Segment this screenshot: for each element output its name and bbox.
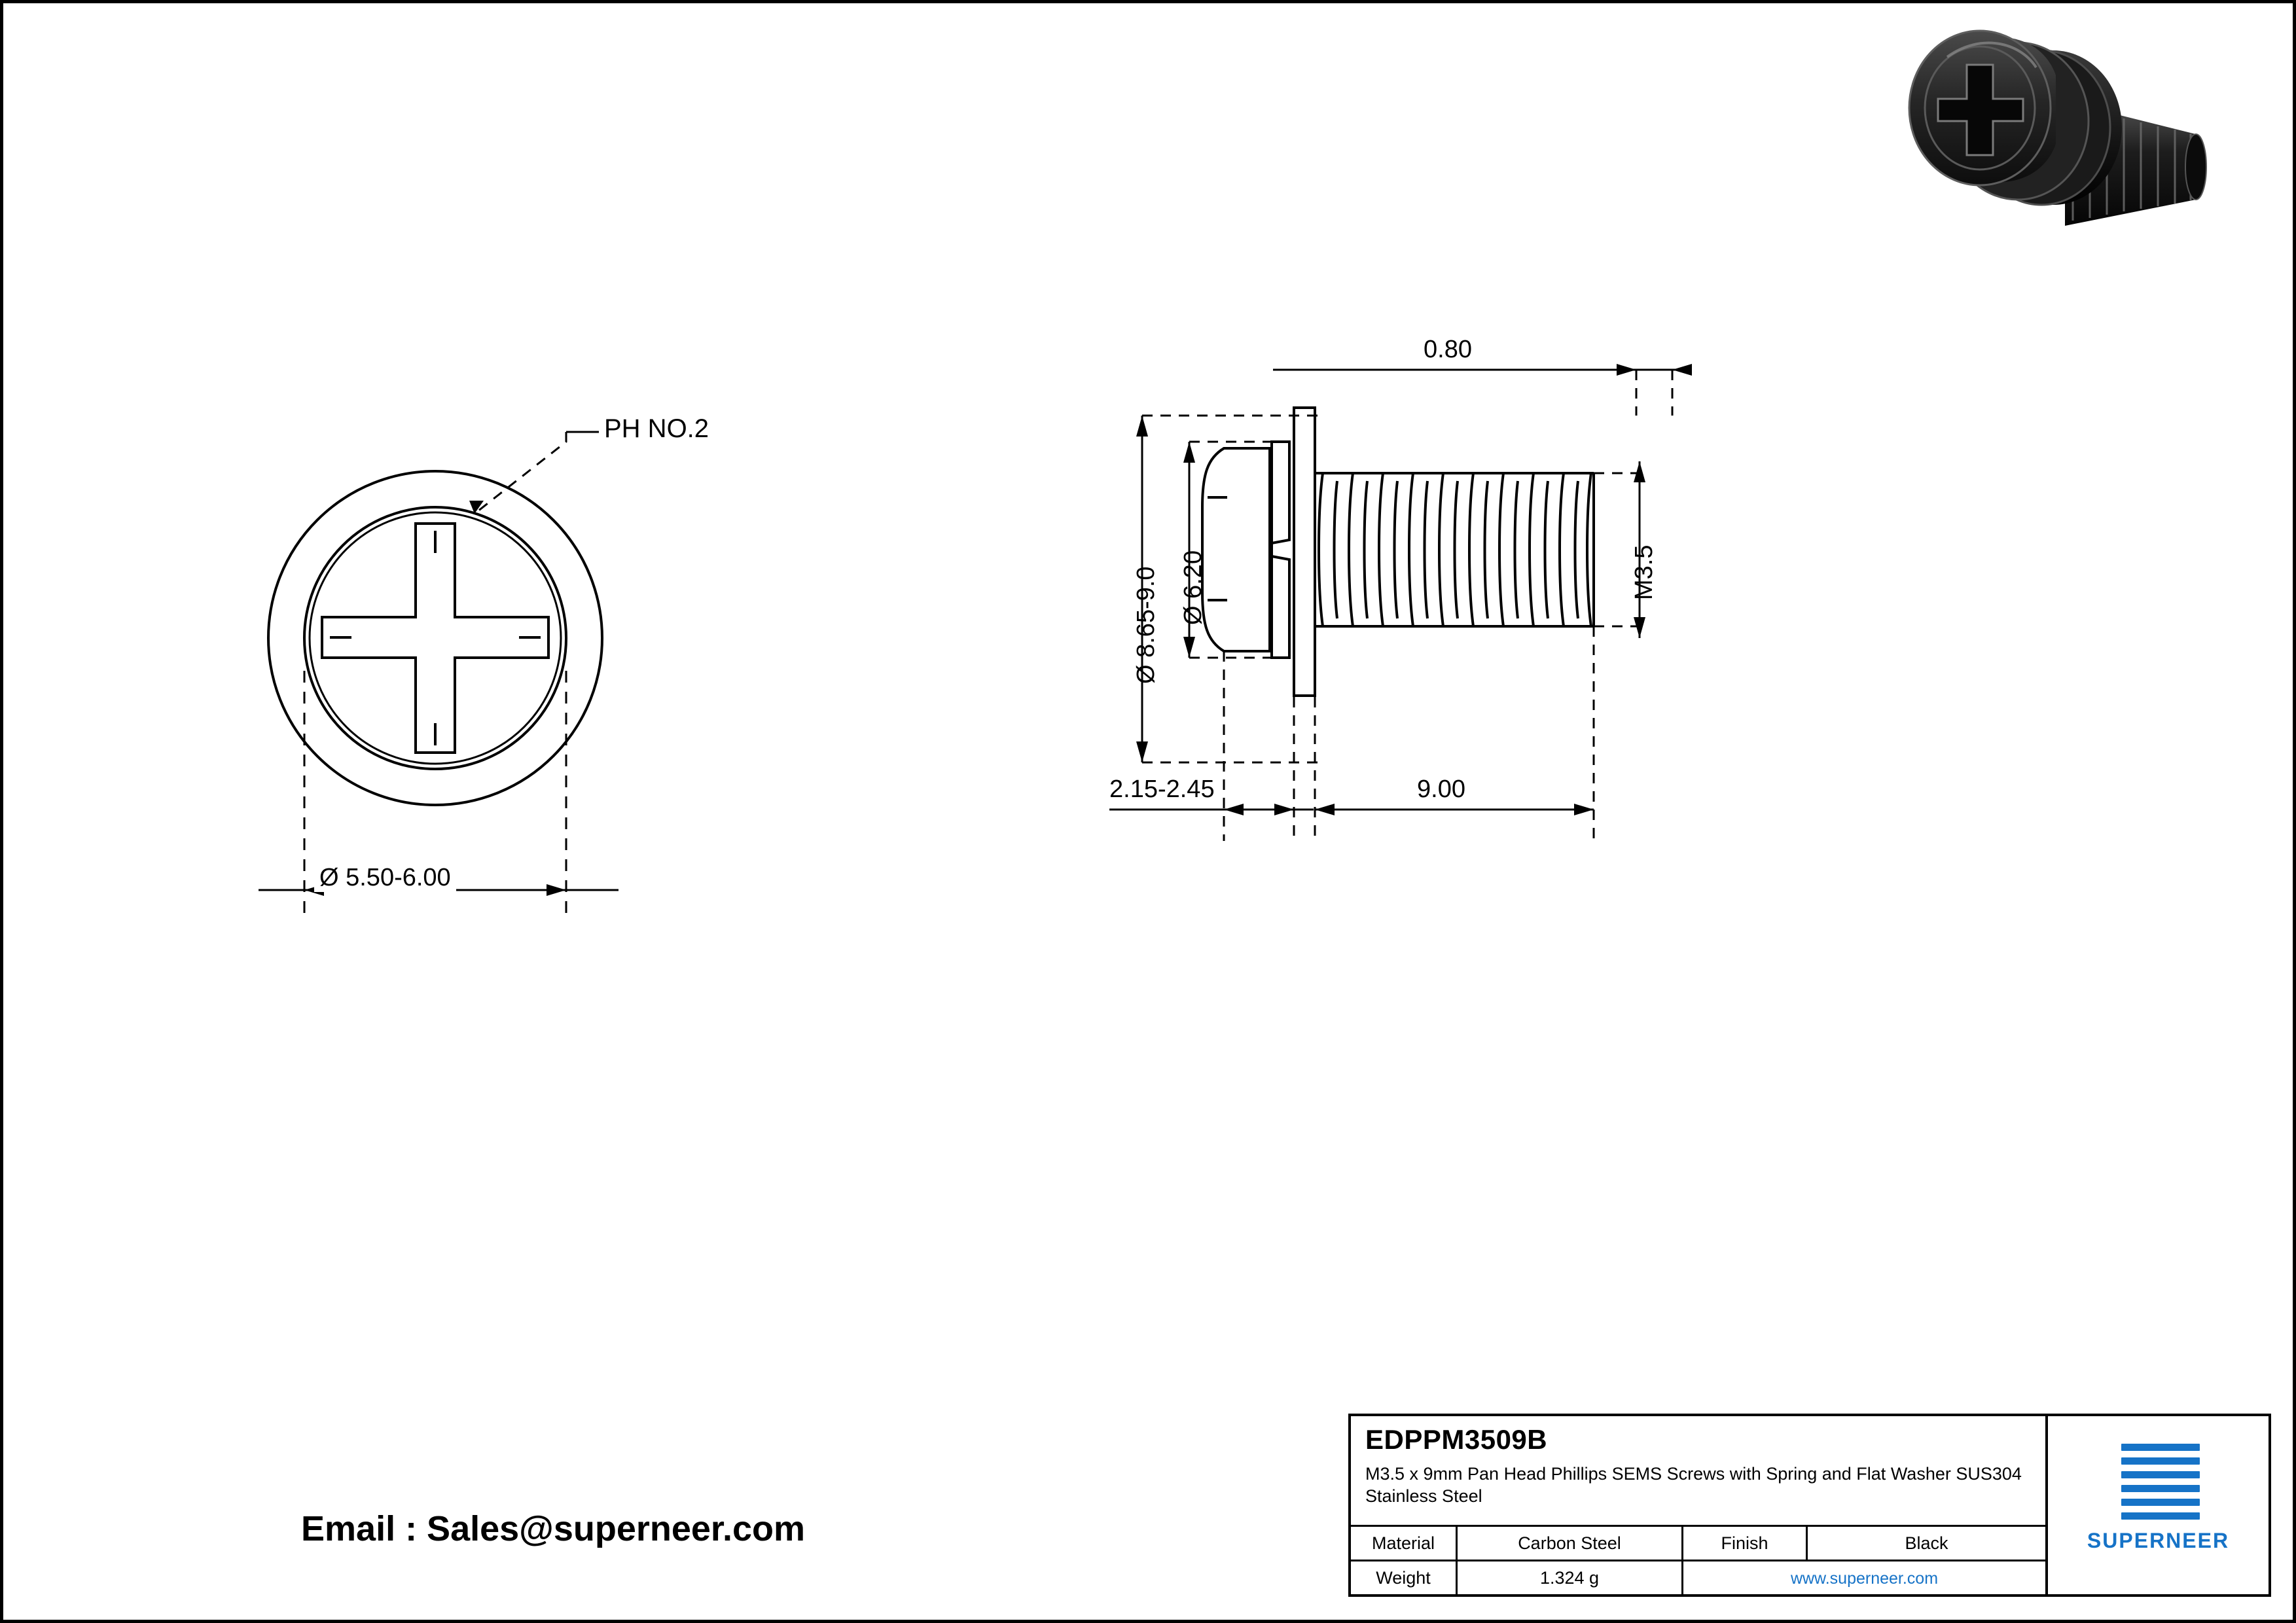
brand-name: SUPERNEER [2087, 1529, 2230, 1552]
front-view-callout: PH NO.2 [604, 414, 709, 443]
material-label: Material [1351, 1526, 1457, 1561]
table-row [1351, 1526, 2045, 1561]
dim-head-diameter: Ø 6.20 [1179, 550, 1207, 625]
weight-label: Weight [1351, 1561, 1457, 1595]
dim-washer-thickness: 0.80 [1424, 336, 1472, 363]
title-block-info [1351, 1416, 2048, 1594]
finish-value: Black [1807, 1526, 2046, 1561]
brand-block [2048, 1416, 2269, 1594]
superneer-logo-icon [2121, 1444, 2200, 1507]
contact-email: Email : Sales@superneer.com [301, 1509, 806, 1548]
weight-value: 1.324 g [1457, 1561, 1683, 1595]
front-view-head-diameter: Ø 5.50-6.00 [314, 864, 456, 892]
dim-washer-outer-diameter: Ø 8.65-9.0 [1132, 566, 1160, 684]
front-view-svg [200, 396, 658, 985]
website-cell[interactable] [1683, 1561, 2046, 1595]
finish-label: Finish [1683, 1526, 1807, 1561]
screw-3d-svg [1901, 29, 2268, 304]
table-row [1351, 1561, 2045, 1595]
side-view [1011, 336, 1829, 965]
isometric-screw-render [1901, 29, 2268, 304]
title-block [1348, 1414, 2271, 1597]
website-link[interactable]: www.superneer.com [1790, 1569, 1939, 1588]
material-value: Carbon Steel [1457, 1526, 1683, 1561]
dim-thread-size: M3.5 [1630, 544, 1658, 600]
part-description: M3.5 x 9mm Pan Head Phillips SEMS Screws with Spring and Flat Washer SUS304 Stainless Steel [1365, 1464, 2022, 1506]
dim-head-washer-length: 2.15-2.45 [1109, 776, 1215, 803]
front-view [200, 396, 709, 985]
dim-thread-length: 9.00 [1417, 776, 1465, 803]
spec-table [1351, 1525, 2045, 1594]
part-code: EDPPM3509B [1365, 1424, 1548, 1455]
